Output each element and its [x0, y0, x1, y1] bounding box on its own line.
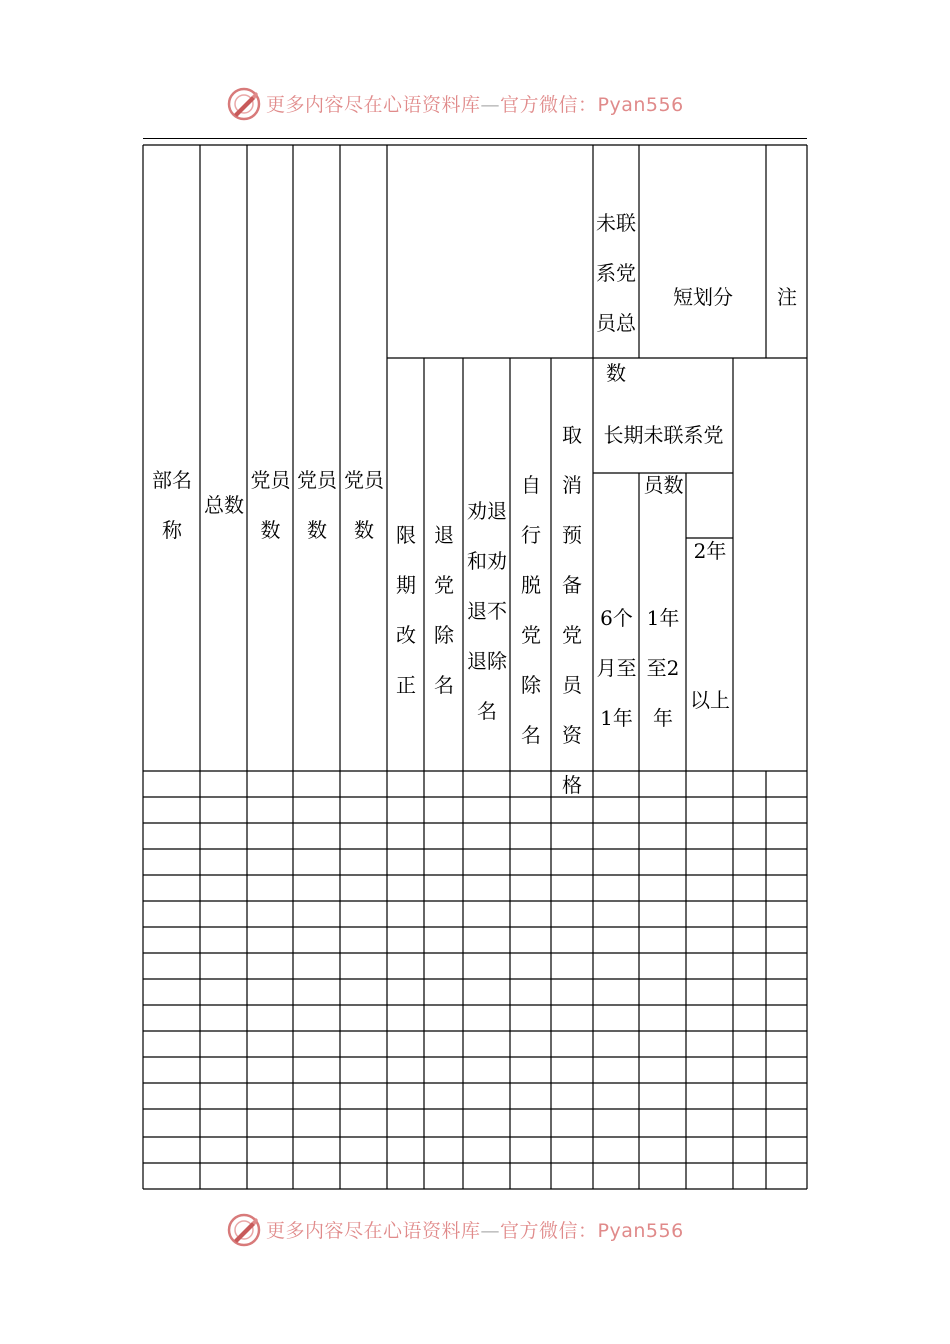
header-one-year: 1年至2年 [646, 606, 680, 730]
watermark-account: Pyan556 [597, 1220, 684, 1242]
header-cancel-probation: 取消预备党员资格 [562, 423, 582, 797]
header-long-unlinked: 长期未联系党员数 [603, 423, 724, 497]
header-party-member-1: 党员数 [250, 468, 291, 542]
watermark-official: 官方微信： [500, 1220, 598, 1242]
header-above: 以上 [690, 688, 730, 712]
watermark-account: Pyan556 [597, 94, 684, 116]
header-two-year: 2年 [693, 539, 727, 563]
header-expel: 退党除名 [434, 523, 454, 697]
header-unlinked-total: 未联系党员总数 [596, 211, 636, 385]
header-total: 总数 [204, 493, 244, 517]
watermark-bottom [0, 1210, 950, 1250]
header-six-month: 6个月至1年 [596, 606, 637, 730]
header-party-member-2: 党员数 [297, 468, 337, 542]
header-dept-name: 部名称 [152, 468, 192, 542]
watermark-brand: 更多内容尽在心语资料库 [266, 1220, 481, 1242]
watermark-dash: — [480, 94, 501, 116]
watermark-brand: 更多内容尽在心语资料库 [266, 94, 481, 116]
header-short-plan: 短划分 [673, 285, 733, 309]
header-persuade: 劝退和劝退不退除名 [467, 499, 507, 723]
watermark-official: 官方微信： [500, 94, 598, 116]
watermark-dash: — [480, 1220, 501, 1242]
header-note: 注 [777, 285, 797, 309]
pen-logo-icon [226, 1212, 262, 1248]
header-party-member-3: 党员数 [344, 468, 384, 542]
header-correct-deadline: 限期改正 [396, 523, 416, 697]
header-self-leave: 自行脱党除名 [521, 473, 541, 747]
